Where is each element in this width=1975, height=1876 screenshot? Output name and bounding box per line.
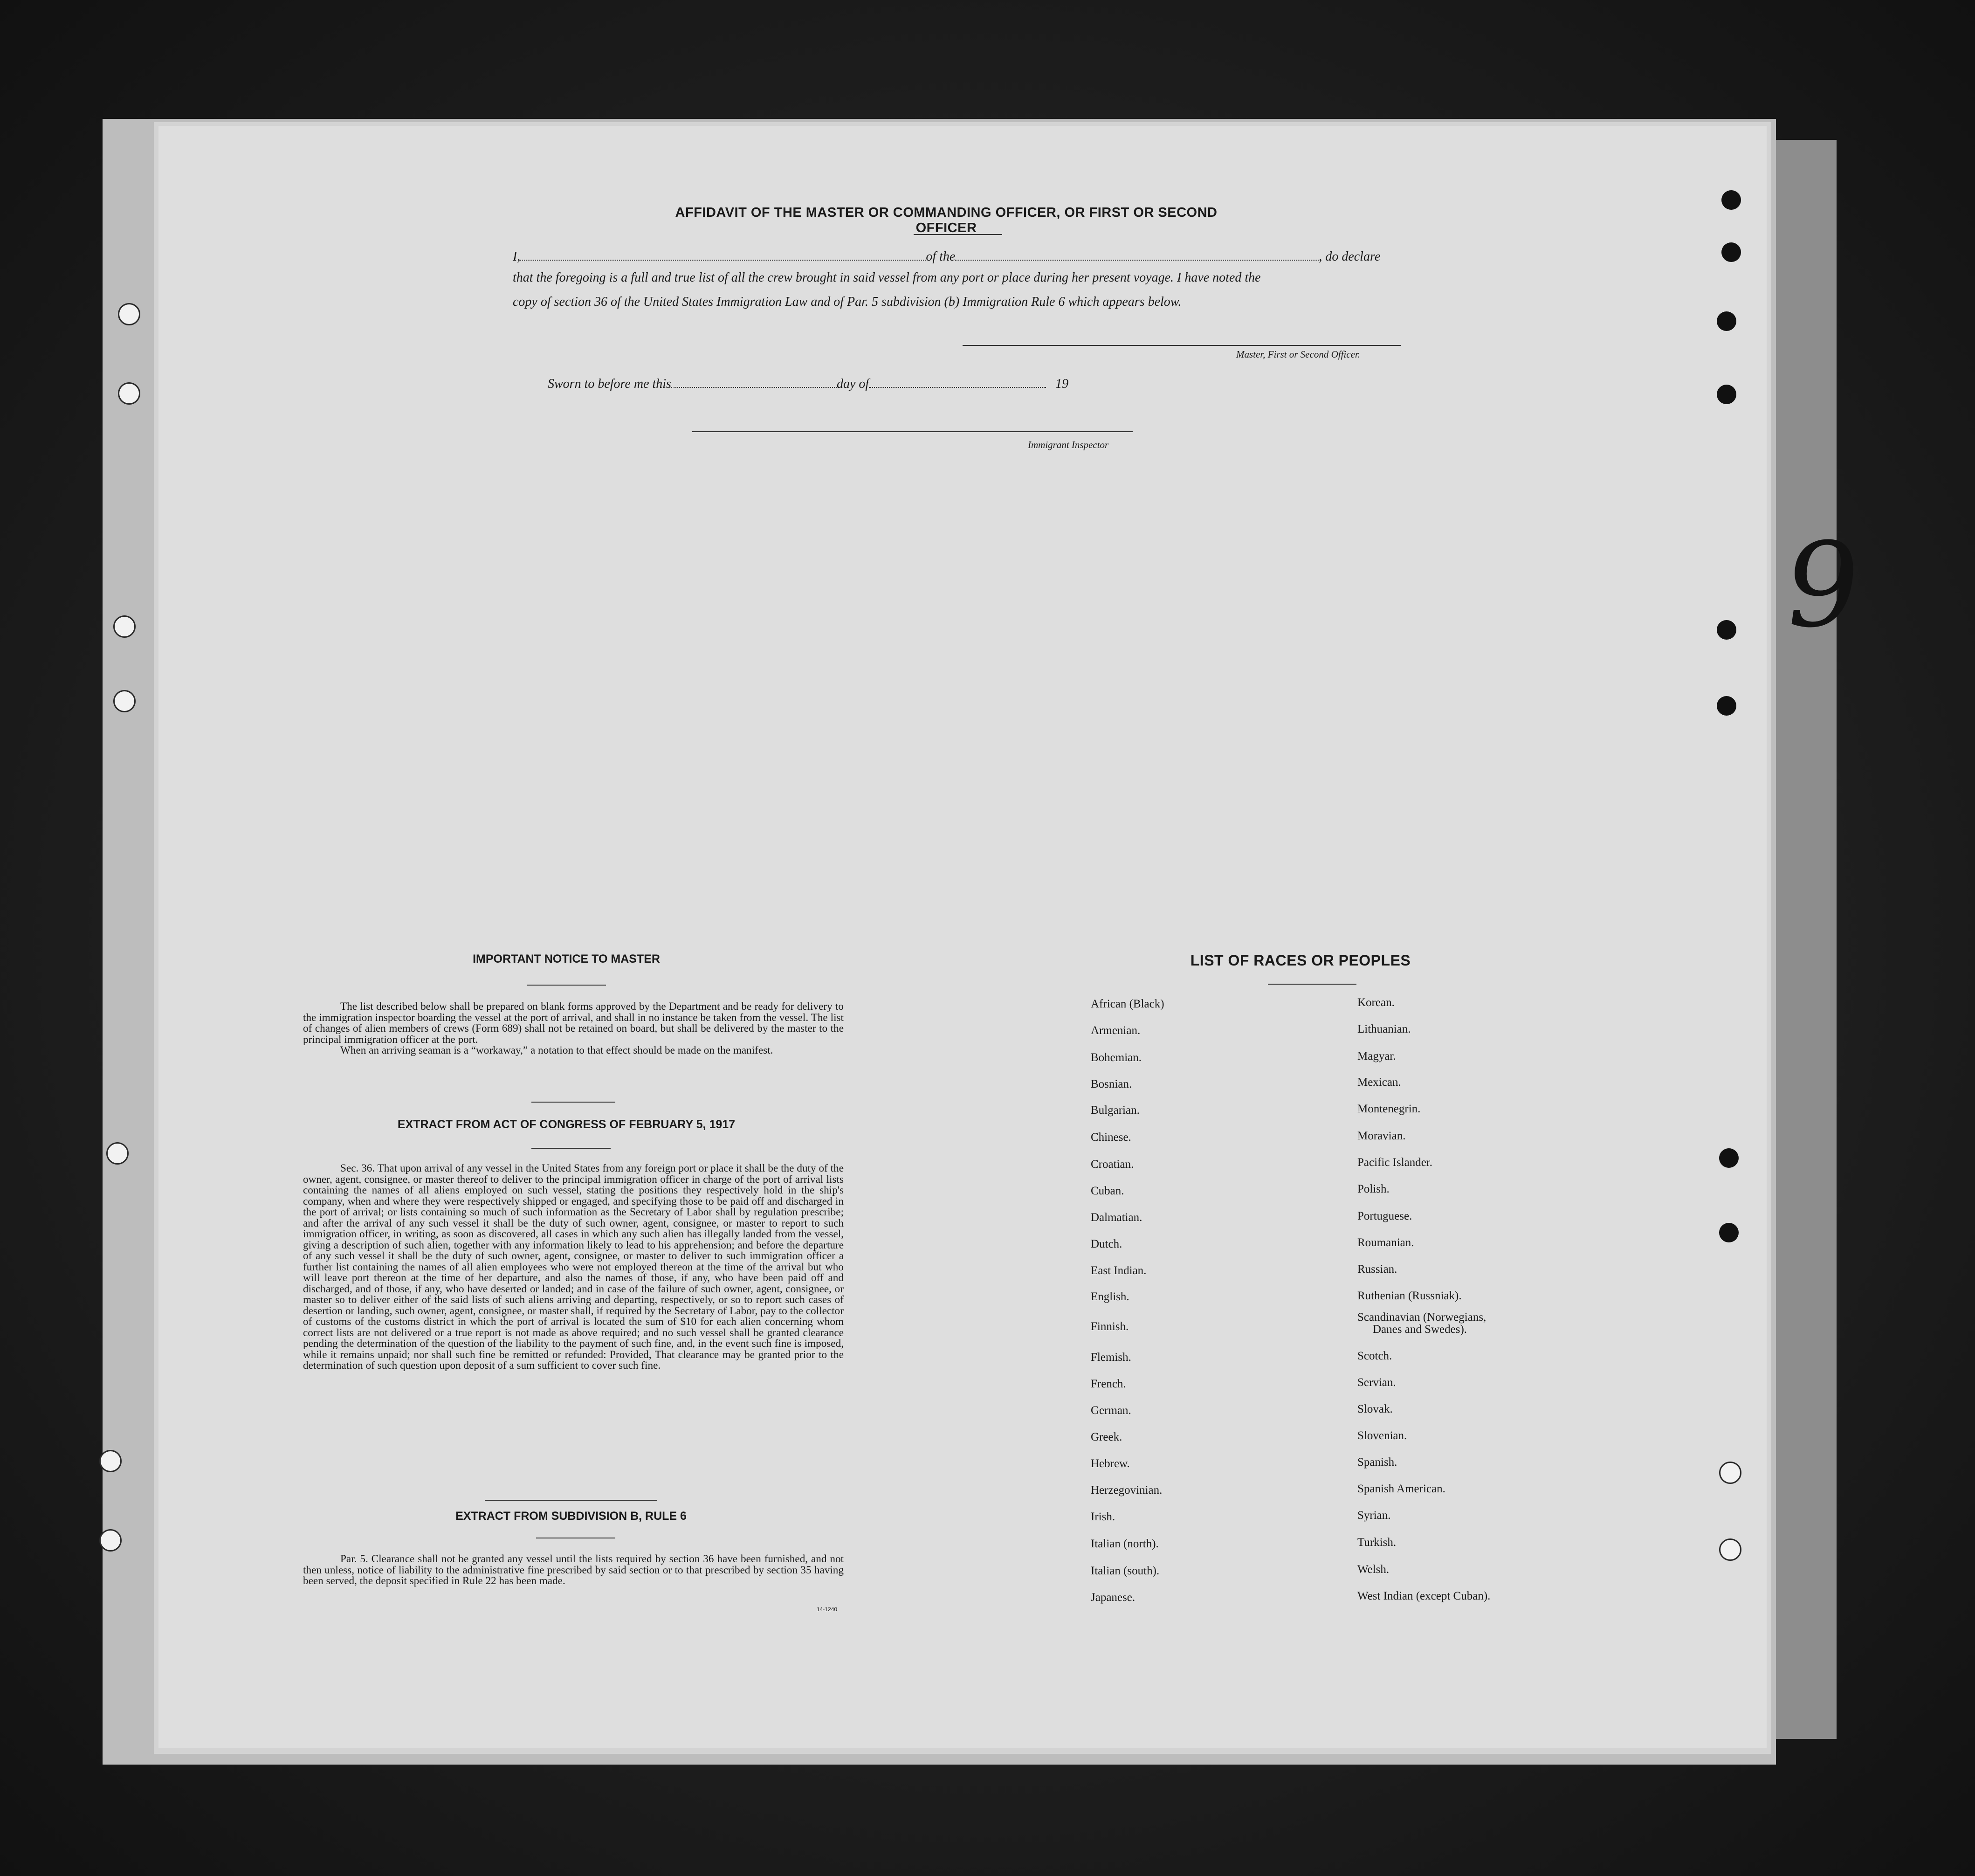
race-left-item: Italian (south). (1091, 1565, 1160, 1577)
divider (485, 1500, 657, 1501)
affidavit-text-line: that the foregoing is a full and true list of all the crew brought in said vessel from any port or place during her present voyage. I have noted the (513, 270, 1261, 285)
race-left-item: Chinese. (1091, 1131, 1131, 1144)
race-left-item: English. (1091, 1290, 1129, 1303)
race-right-item: Syrian. (1357, 1509, 1391, 1522)
race-left-item: Croatian. (1091, 1158, 1134, 1171)
form-number: 14-1240 (817, 1606, 838, 1613)
race-left-item: Flemish. (1091, 1351, 1131, 1364)
race-right-item: West Indian (except Cuban). (1357, 1590, 1491, 1602)
race-left-item: Japanese. (1091, 1591, 1135, 1604)
binder-hole (1717, 311, 1736, 331)
act-extract-heading: EXTRACT FROM ACT OF CONGRESS OF FEBRUARY 5, 1917 (397, 1118, 736, 1131)
race-left-item: Armenian. (1091, 1024, 1141, 1037)
divider (914, 234, 1002, 235)
race-right-item: Slovenian. (1357, 1429, 1407, 1442)
notice-heading: IMPORTANT NOTICE TO MASTER (473, 952, 660, 966)
race-right-item: Spanish American. (1357, 1483, 1445, 1495)
race-right-item: Lithuanian. (1357, 1023, 1411, 1035)
affidavit-text-line: copy of section 36 of the United States Immigration Law and of Par. 5 subdivision (b) Immigration Rule 6 which appears below. (513, 295, 1182, 309)
binder-hole (106, 1142, 129, 1165)
race-left-item: Italian (north). (1091, 1538, 1159, 1550)
race-right-item: Servian. (1357, 1376, 1396, 1389)
master-name-blank[interactable] (520, 260, 926, 261)
inspector-signature-line[interactable] (692, 431, 1133, 432)
rule-extract-paragraph: Par. 5. Clearance shall not be granted any vessel until the lists required by section 36 have been furnished, and not then unless, notice of liability to the administrative fine prescribed by said section or to that prescribed by section 35 having been served, the deposit specified in Rule 22 has been made. (303, 1553, 844, 1587)
binder-hole (118, 382, 140, 405)
race-left-item: Dutch. (1091, 1238, 1122, 1250)
race-right-item: Moravian. (1357, 1130, 1406, 1142)
race-left-item: Herzegovinian. (1091, 1484, 1163, 1497)
affidavit-do-declare-label: , do declare (1319, 249, 1381, 264)
binder-hole (1717, 385, 1736, 404)
race-right-item: Korean. (1357, 996, 1395, 1009)
race-left-item: Bohemian. (1091, 1051, 1142, 1064)
race-right-item: Montenegrin. (1357, 1103, 1421, 1115)
vessel-name-blank[interactable] (955, 260, 1319, 261)
binder-hole (1719, 1462, 1741, 1484)
race-right-item: Polish. (1357, 1183, 1390, 1195)
race-right-item: Scotch. (1357, 1350, 1392, 1362)
binder-hole (99, 1529, 122, 1552)
race-right-item: Roumanian. (1357, 1236, 1414, 1249)
sworn-year-label: 19 (1055, 377, 1069, 391)
race-left-item: East Indian. (1091, 1264, 1147, 1277)
race-right-item: Magyar. (1357, 1050, 1396, 1062)
act-extract-paragraph: Sec. 36. That upon arrival of any vessel in the United States from any foreign port or place it shall be the duty of the owner, agent, consignee, or master thereof to deliver to the principal immigration officer in charge of the port of arrival lists containing the names of all aliens employed on such vessel, stating the positions they respectively hold in the ship's company, when and where they were respectively shipped or engaged, and specifying those to be paid off and discharged in the port of arrival; or lists containing so much of such information as the Secretary of Labor shall by regulation prescribe; and after the arrival of any such vessel it shall be the duty of such owner, agent, consignee, or master to report to such immigration officer, in writing, as soon as discovered, all cases in which any such alien has illegally landed from the vessel, giving a description of such alien, together with any information likely to lead to his apprehension; and before the departure of any such vessel it shall be the duty of such owner, agent, consignee, or master to deliver to such immigration officer a further list containing the names of all alien employees who were not employed thereon at the time of the arrival but who will leave port thereon at the time of her departure, and also the names of those, if any, who have been paid off and discharged, and of those, if any, who have deserted or landed; and in case of the failure of such owner, agent, consignee, or master so to deliver either of the said lists of such aliens arriving and departing, respectively, or so to report such cases of desertion or landing, such owner, agent, consignee, or master shall, if required by the Secretary of Labor, pay to the collector of customs of the customs district in which the port of arrival is located the sum of $10 for each alien concerning whom correct lists are not delivered or a true report is not made as above required; and no such vessel shall be granted clearance pending the determination of the question of the liability to the payment of such fine, and, in the event such fine is imposed, while it remains unpaid; nor shall such fine be remitted or refunded: Provided, That clearance may be granted prior to the determination of such question upon deposit of a sum sufficient to cover such fine. (303, 1162, 844, 1372)
binder-hole (99, 1450, 122, 1472)
act-extract-text (303, 1163, 844, 1372)
binder-hole (1717, 620, 1736, 640)
binder-hole (1719, 1148, 1739, 1168)
binder-hole (113, 690, 136, 712)
sworn-day-blank[interactable] (671, 387, 837, 388)
race-left-item: Dalmatian. (1091, 1211, 1142, 1224)
race-right-item: Spanish. (1357, 1456, 1397, 1469)
binder-hole (1721, 242, 1741, 262)
divider (1268, 984, 1356, 985)
race-right-item: Ruthenian (Russniak). (1357, 1290, 1462, 1302)
race-left-item: Finnish. (1091, 1320, 1129, 1333)
master-signature-label: Master, First or Second Officer. (1236, 349, 1360, 360)
handwritten-page-number: 9 (1775, 517, 1869, 653)
affidavit-declaration-line (513, 249, 1380, 264)
binder-hole (1717, 696, 1736, 716)
race-left-item: Cuban. (1091, 1185, 1124, 1197)
rule-extract-heading: EXTRACT FROM SUBDIVISION B, RULE 6 (455, 1510, 687, 1523)
race-left-item: French. (1091, 1378, 1126, 1390)
binder-hole (1719, 1538, 1741, 1561)
race-right-item: Turkish. (1357, 1536, 1397, 1549)
inspector-signature-label: Immigrant Inspector (1028, 439, 1109, 450)
race-left-item: German. (1091, 1404, 1131, 1417)
race-right-item: Russian. (1357, 1263, 1397, 1276)
notice-paragraph: The list described below shall be prepared on blank forms approved by the Department and be ready for delivery to the immigration inspector boarding the vessel at the port of arrival, and shall in no instance be taken from the vessel. The list of changes of alien members of crews (Form 689) shall not be retained on board, but shall be delivered by the master to the principal immigration officer at the port. (303, 1000, 844, 1046)
race-right-item: Welsh. (1357, 1563, 1390, 1576)
race-right-item: Pacific Islander. (1357, 1156, 1433, 1169)
race-right-item: Mexican. (1357, 1076, 1401, 1089)
sworn-prefix: Sworn to before me this (548, 377, 671, 391)
sworn-month-blank[interactable] (869, 387, 1046, 388)
race-right-item: Slovak. (1357, 1403, 1393, 1415)
binder-hole (1721, 190, 1741, 210)
race-right-item: Scandinavian (Norwegians, (1357, 1311, 1486, 1324)
binder-hole (113, 615, 136, 638)
sworn-line (548, 377, 1068, 392)
race-left-item: Hebrew. (1091, 1457, 1130, 1470)
divider (531, 1102, 615, 1103)
race-left-item: Greek. (1091, 1431, 1122, 1443)
affidavit-title: AFFIDAVIT OF THE MASTER OR COMMANDING OFFICER, OR FIRST OR SECOND OFFICER (675, 205, 1218, 235)
race-right-item: Danes and Swedes). (1373, 1323, 1467, 1336)
manifest-page (158, 126, 1767, 1748)
divider (527, 985, 606, 986)
rule-extract-text (303, 1554, 844, 1587)
notice-text (303, 1001, 844, 1056)
binder-hole (1719, 1223, 1739, 1242)
master-signature-line[interactable] (963, 345, 1401, 346)
races-list-title: LIST OF RACES OR PEOPLES (1190, 952, 1411, 969)
race-left-item: Irish. (1091, 1510, 1115, 1523)
race-left-item: Bulgarian. (1091, 1104, 1140, 1117)
affidavit-i-label: I, (513, 249, 521, 264)
race-left-item: African (Black) (1091, 998, 1164, 1010)
race-left-item: Bosnian. (1091, 1078, 1132, 1090)
notice-paragraph: When an arriving seaman is a “workaway,” a notation to that effect should be made on the manifest. (340, 1044, 773, 1056)
divider (531, 1148, 611, 1149)
affidavit-of-the-label: of the (926, 249, 956, 264)
race-right-item: Portuguese. (1357, 1210, 1412, 1222)
binder-hole (118, 303, 140, 325)
sworn-day-of-label: day of (836, 377, 869, 391)
